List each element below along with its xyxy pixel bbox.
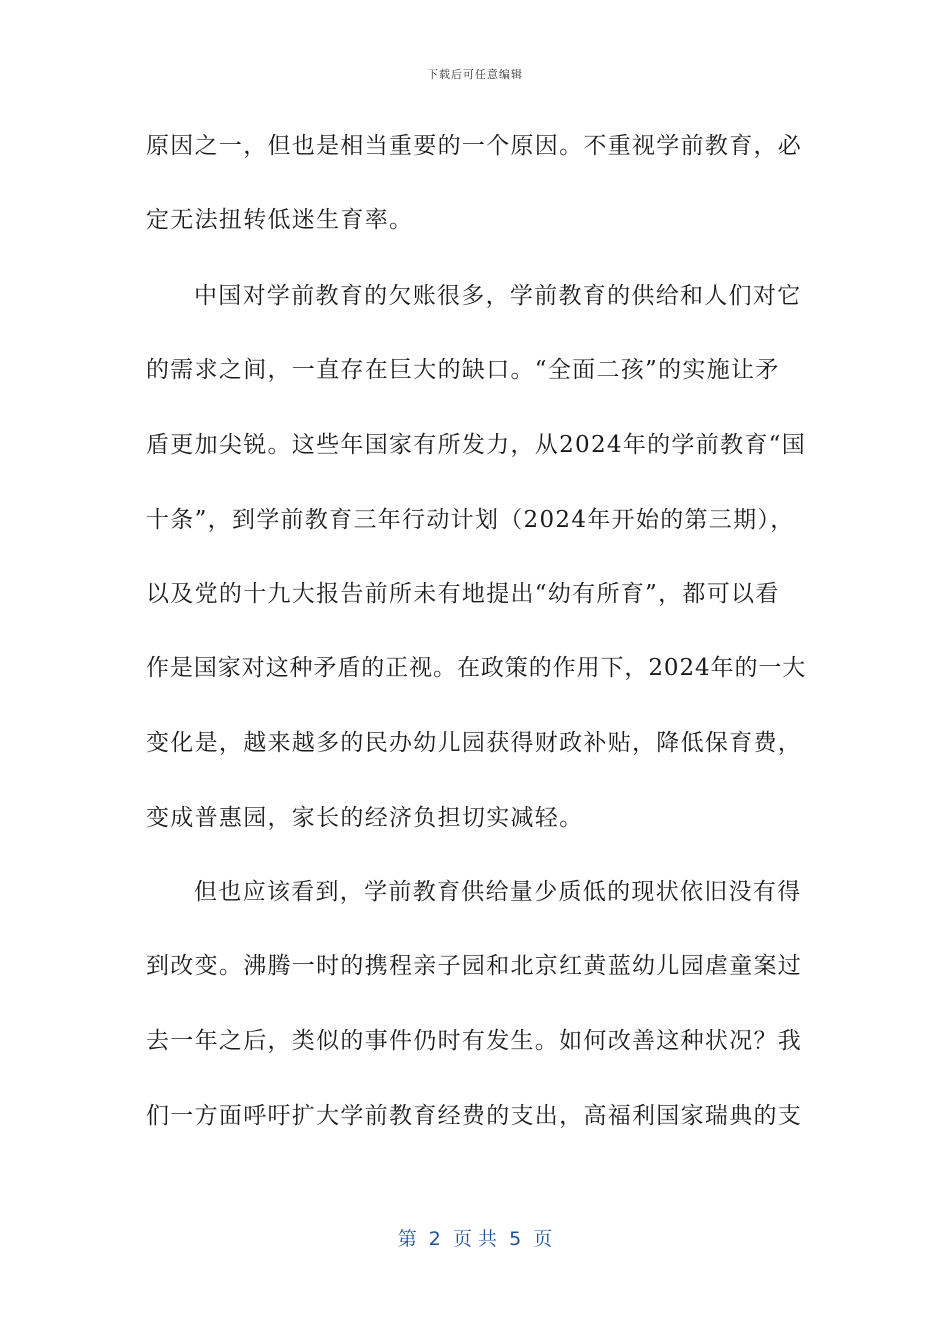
text-line: 作是国家对这种矛盾的正视。在政策的作用下，2024年的一大 <box>146 655 807 681</box>
text-line: 以及党的十九大报告前所未有地提出“幼有所育”，都可以看 <box>146 581 780 607</box>
text-line: 定无法扭转低迷生育率。 <box>146 207 414 233</box>
text-line: 去一年之后，类似的事件仍时有发生。如何改善这种状况？我 <box>146 1028 803 1054</box>
paragraph-start-line: 中国对学前教育的欠账很多，学前教育的供给和人们对它 <box>194 283 802 309</box>
text-line: 原因之一，但也是相当重要的一个原因。不重视学前教育，必 <box>146 133 803 159</box>
text-line: 们一方面呼吁扩大学前教育经费的支出，高福利国家瑞典的支 <box>146 1103 803 1129</box>
page-header: 下载后可任意编辑 <box>427 68 523 81</box>
text-line: 变成普惠园，家长的经济负担切实减轻。 <box>146 805 584 831</box>
paragraph-start-line: 但也应该看到，学前教育供给量少质低的现状依旧没有得 <box>194 879 802 905</box>
text-line: 十条”，到学前教育三年行动计划（2024年开始的第三期）， <box>146 507 795 533</box>
text-line: 变化是，越来越多的民办幼儿园获得财政补贴，降低保育费， <box>146 730 803 756</box>
page-number-footer: 第 2 页 共 5 页 <box>397 1228 553 1250</box>
text-line: 的需求之间，一直存在巨大的缺口。“全面二孩”的实施让矛 <box>146 357 780 383</box>
text-line: 到改变。沸腾一时的携程亲子园和北京红黄蓝幼儿园虐童案过 <box>146 953 803 979</box>
text-line: 盾更加尖锐。这些年国家有所发力，从2024年的学前教育“国 <box>146 432 806 458</box>
